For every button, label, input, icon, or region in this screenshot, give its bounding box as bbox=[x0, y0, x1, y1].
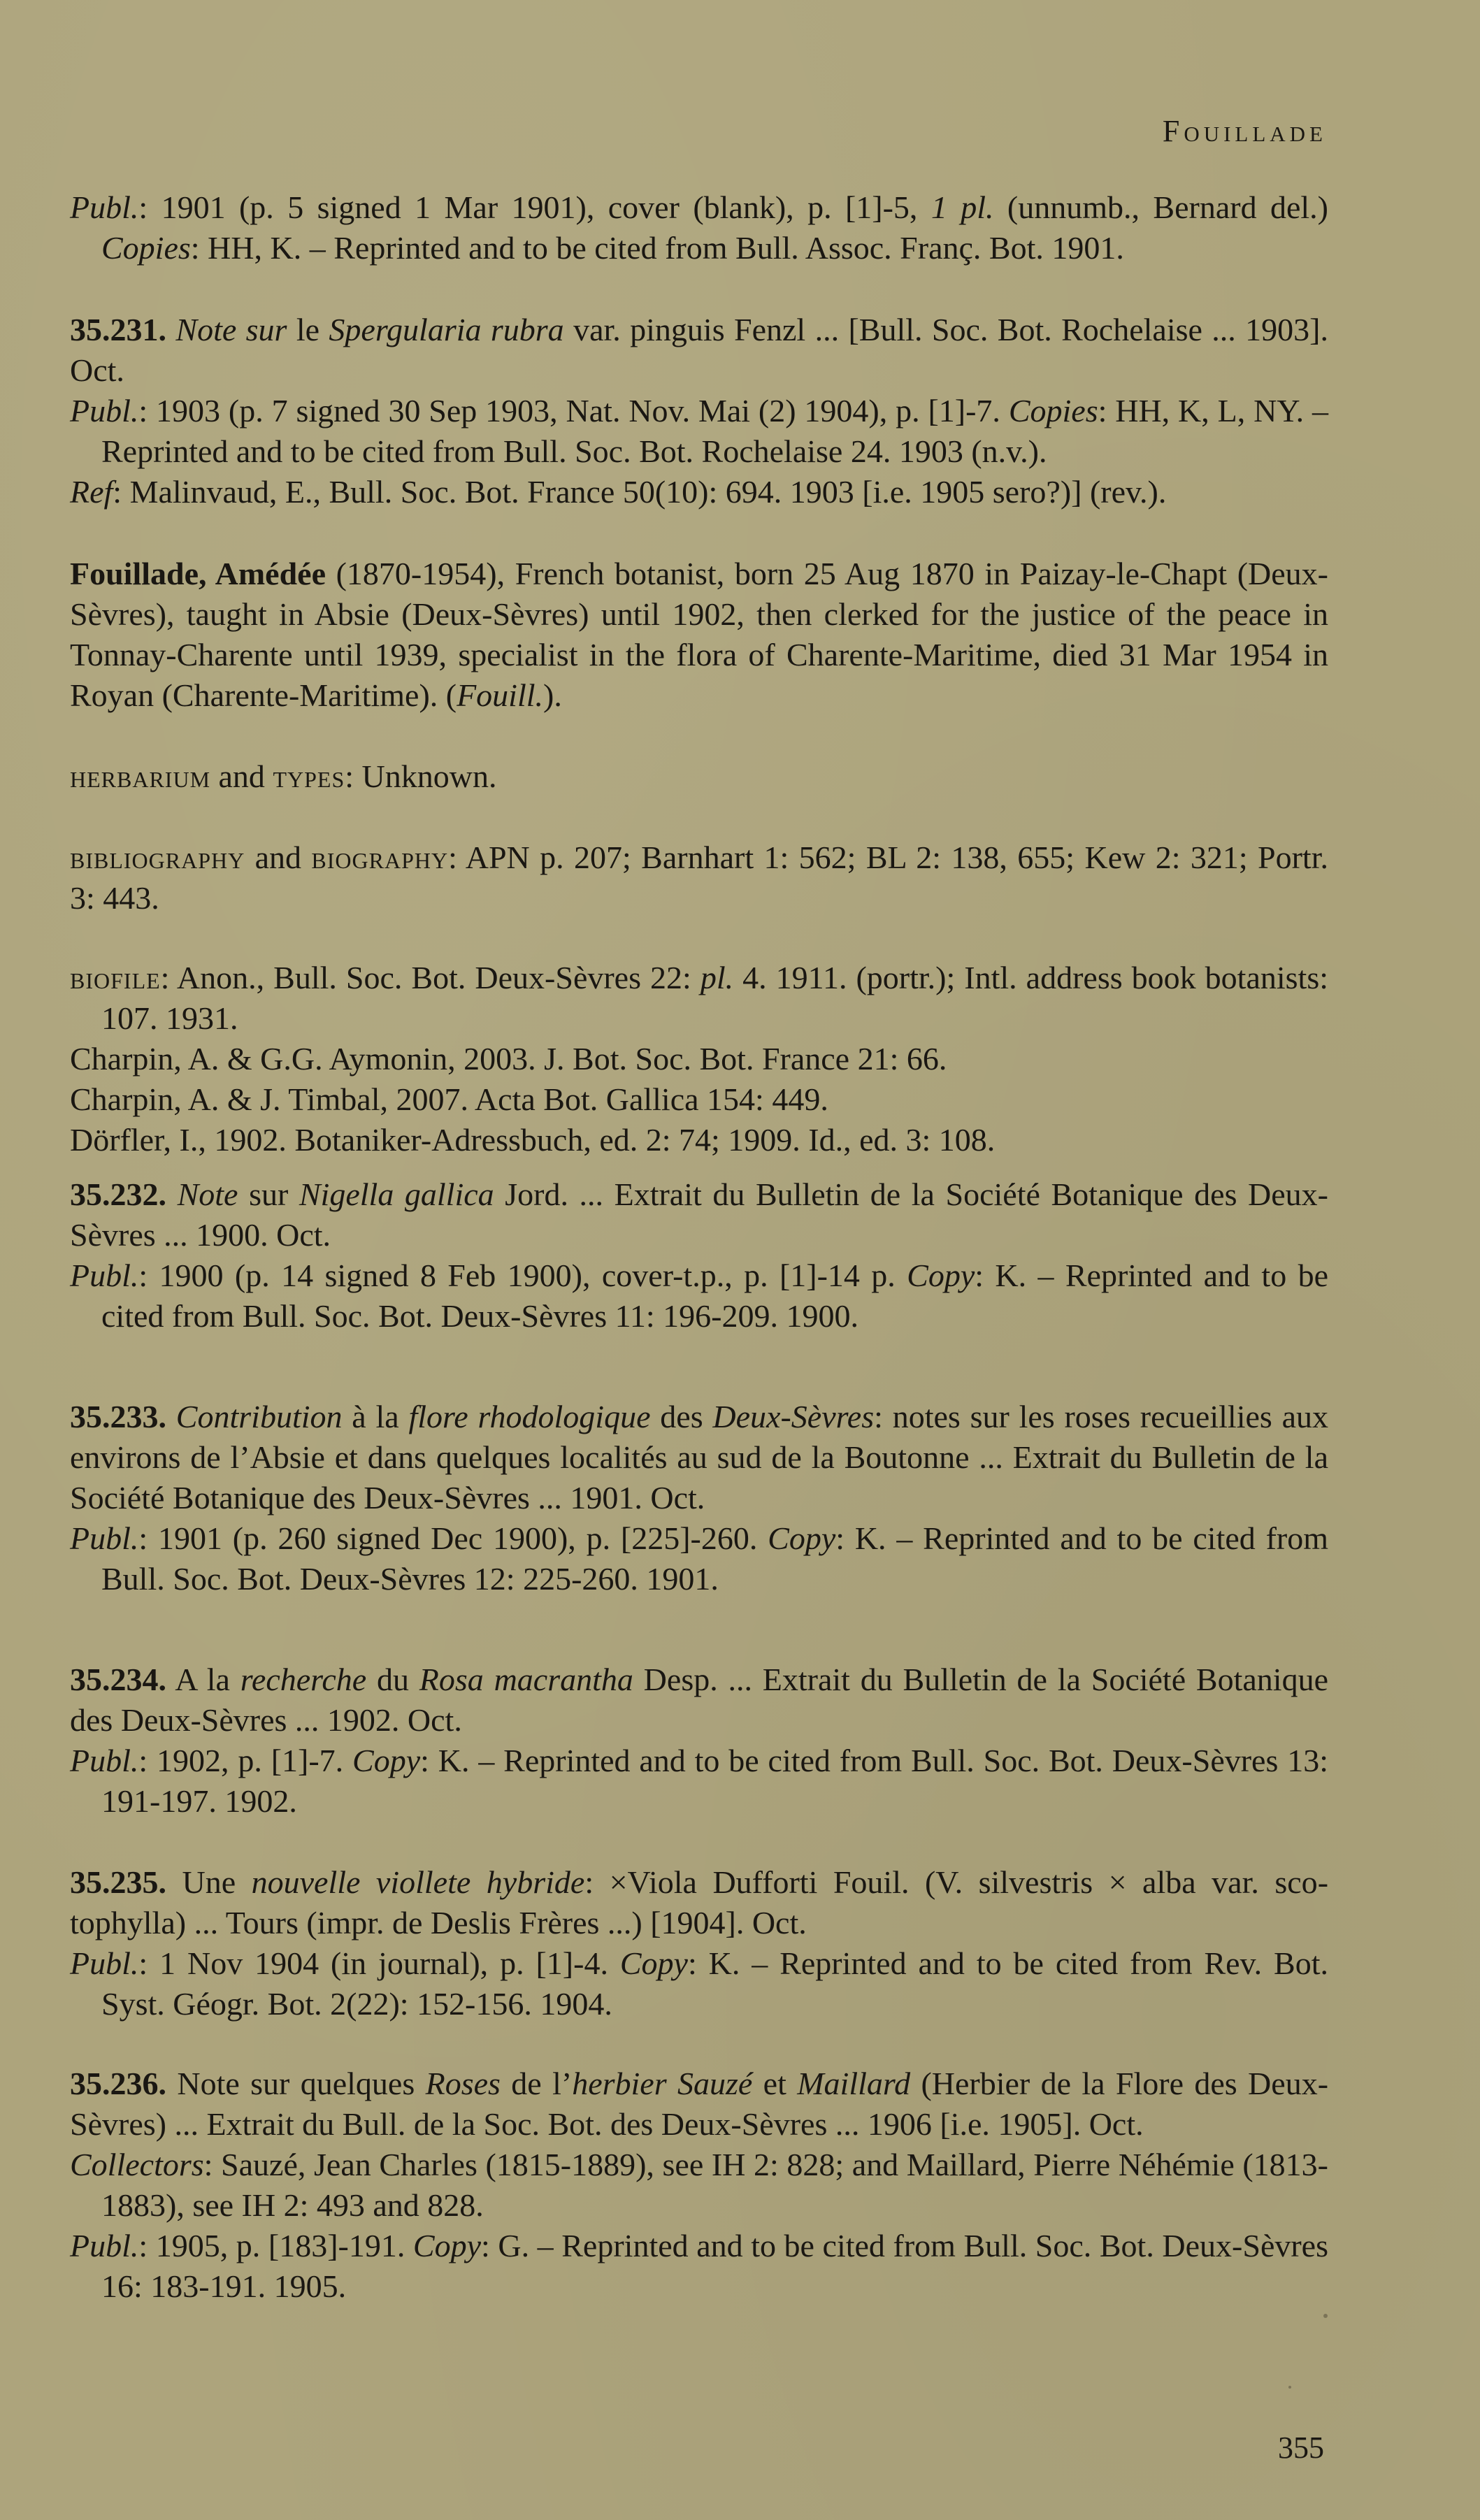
section-label: types bbox=[273, 758, 345, 794]
bibliography-line bbox=[70, 837, 1328, 919]
copy-label: Copy bbox=[412, 2228, 482, 2263]
biofile-reference: Dörfler, I., 1902. Botaniker-Adressbuch, ed. 2: 74; 1909. Id., ed. 3: 108. bbox=[70, 1122, 996, 1158]
title-italic: Spergularia rubra bbox=[329, 312, 564, 347]
publ-text: : 1901 (p. 5 signed 1 Mar 1901), cover (blank), p. [1]-5, bbox=[138, 189, 931, 225]
publ-text: : 1901 (p. 260 signed Dec 1900), p. [225]-260. bbox=[138, 1520, 768, 1556]
label-connector: and bbox=[210, 758, 273, 794]
copies-text: : HH, K. – Reprinted and to be cited from Bull. Assoc. Franç. Bot. 1901. bbox=[190, 230, 1124, 266]
title-text: : notes sur les roses recueillies aux environs de l’Absie et dans quelques localités au sud de la Boutonne ... Extrait du Bulletin de la Société Botanique des Deux-Sèvres ... 1901. Oct. bbox=[70, 1399, 1328, 1515]
title-text: à la bbox=[342, 1399, 409, 1434]
biofile-section bbox=[70, 958, 1328, 1160]
copy-label: Copy bbox=[619, 1945, 688, 1981]
title-text: Note sur quelques bbox=[166, 2066, 426, 2101]
ref-label: Ref bbox=[70, 474, 113, 510]
publ-text: : K. – Reprinted and to be cited from Bull. Soc. Bot. Deux-Sèvres 11: 196-209. 1900. bbox=[101, 1258, 1328, 1334]
section-label: biofile bbox=[70, 960, 161, 995]
copy-label: Copy bbox=[768, 1520, 836, 1556]
title-italic: recherche bbox=[240, 1662, 367, 1697]
title-text: A la bbox=[166, 1662, 240, 1697]
copies-label: Copies bbox=[1008, 393, 1098, 429]
author-biography bbox=[70, 554, 1328, 716]
publ-label: Publ. bbox=[70, 1743, 139, 1778]
biofile-line bbox=[70, 958, 1328, 1039]
title-italic: Deux-Sèvres bbox=[712, 1399, 875, 1434]
title-italic: Contribution bbox=[175, 1399, 343, 1434]
label-connector: and bbox=[245, 840, 312, 875]
entry-35-235 bbox=[70, 1862, 1328, 2024]
continuation-entry bbox=[70, 187, 1328, 268]
publ-text: : 1903 (p. 7 signed 30 Sep 1903, Nat. Nov. Mai (2) 1904), p. [1]-7. bbox=[138, 393, 1009, 429]
entry-number: 35.232. bbox=[70, 1176, 166, 1212]
title-italic: Maillard bbox=[797, 2066, 911, 2101]
herbarium-line bbox=[70, 756, 1328, 797]
entry-title bbox=[70, 310, 1328, 391]
title-text: des bbox=[650, 1399, 713, 1434]
title-italic: flore rhodologique bbox=[408, 1399, 651, 1434]
entry-35-232 bbox=[70, 1174, 1328, 1337]
title-text: et bbox=[752, 2066, 798, 2101]
title-italic: herbier Sauzé bbox=[572, 2066, 753, 2101]
plate-label: pl. bbox=[700, 960, 734, 995]
entry-number: 35.236. bbox=[70, 2066, 166, 2101]
title-text: var. pinguis Fenzl ... [Bull. Soc. Bot. Rochelaise ... 1903]. Oct. bbox=[70, 312, 1328, 388]
collectors-line bbox=[70, 2145, 1328, 2226]
bibliography-text: : APN p. 207; Barnhart 1: 562; BL 2: 138, 655; Kew 2: 321; Portr. 3: 443. bbox=[70, 840, 1328, 916]
publ-text: : 1900 (p. 14 signed 8 Feb 1900), cover-t.p., p. [1]-14 p. bbox=[138, 1258, 907, 1293]
paper-speck bbox=[1288, 2386, 1291, 2389]
biofile-text: : Anon., Bull. Soc. Bot. Deux-Sèvres 22: bbox=[160, 960, 701, 995]
entry-title bbox=[70, 1174, 1328, 1255]
publ-text: : 1902, p. [1]-7. bbox=[138, 1743, 353, 1778]
page-number: 355 bbox=[1278, 2431, 1324, 2465]
biofile-reference: Charpin, A. & G.G. Aymonin, 2003. J. Bot. Soc. Bot. France 21: 66. bbox=[70, 1041, 947, 1077]
entry-title bbox=[70, 2064, 1328, 2145]
publ-text: : K. – Reprinted and to be cited from Bull. Soc. Bot. Deux-Sèvres 13: 191-197. 1902. bbox=[101, 1743, 1328, 1819]
section-label: bibliography bbox=[70, 840, 245, 875]
section-label: biography bbox=[311, 840, 449, 875]
publication-line bbox=[70, 1518, 1328, 1599]
title-text: : ×Viola Dufforti Fouil. (V. silvestris × alba var. scotophylla) ... Tours (impr. de Deslis Frères ...) [1904]. Oct. bbox=[70, 1864, 1329, 1941]
bio-paragraph bbox=[70, 554, 1328, 716]
publ-label: Publ. bbox=[70, 1945, 139, 1981]
publication-line bbox=[70, 1741, 1328, 1822]
author-name: Fouillade, Amédée bbox=[70, 556, 326, 591]
entry-number: 35.234. bbox=[70, 1662, 166, 1697]
publ-text: : HH, K, L, NY. – Reprinted and to be cited from Bull. Soc. Bot. Rochelaise 24. 1903 (n.v.). bbox=[101, 393, 1328, 469]
publ-label: Publ. bbox=[70, 393, 139, 429]
paper-speck bbox=[1323, 2314, 1328, 2318]
herbarium-section bbox=[70, 756, 1328, 797]
collectors-label: Collectors bbox=[70, 2147, 204, 2182]
ref-text: : Malinvaud, E., Bull. Soc. Bot. France 50(10): 694. 1903 [i.e. 1905 sero?)] (rev.). bbox=[113, 474, 1167, 510]
publication-line bbox=[70, 2226, 1328, 2307]
entry-35-231 bbox=[70, 310, 1328, 512]
title-text: Desp. ... Extrait du Bulletin de la Société Botanique des Deux-Sèvres ... 1902. Oct. bbox=[70, 1662, 1328, 1738]
bio-text: ). bbox=[543, 677, 562, 713]
entry-title bbox=[70, 1862, 1328, 1943]
section-label: herbarium bbox=[70, 758, 211, 794]
entry-number: 35.235. bbox=[70, 1864, 166, 1900]
reference-line bbox=[70, 472, 1328, 512]
title-text: Jord. ... Extrait du Bulletin de la Société Botanique des Deux-Sèvres ... 1900. Oct. bbox=[70, 1176, 1328, 1253]
entry-number: 35.231. bbox=[70, 312, 166, 347]
entry-35-233 bbox=[70, 1397, 1328, 1599]
bio-text: (1870-1954), French botanist, born 25 Aug 1870 in Paizay-le-Chapt (Deux-Sèvres), taught in Absie (Deux-Sèvres) until 1902, then clerked for the justice of the peace in Tonnay-Charente until 1939, specialist in the flora of Charente-Maritime, died 31 Mar 1954 in Royan (Charente-Maritime). ( bbox=[70, 556, 1328, 713]
publ-label: Publ. bbox=[70, 1258, 139, 1293]
title-italic: Rosa macrantha bbox=[419, 1662, 633, 1697]
publ-label: Publ. bbox=[70, 2228, 139, 2263]
title-text: du bbox=[366, 1662, 419, 1697]
publ-label: Publ. bbox=[70, 1520, 139, 1556]
entry-title bbox=[70, 1397, 1328, 1518]
publ-label: Publ. bbox=[70, 189, 139, 225]
title-text: de l’ bbox=[500, 2066, 573, 2101]
biofile-reference: Charpin, A. & J. Timbal, 2007. Acta Bot. Gallica 154: 449. bbox=[70, 1081, 828, 1117]
publication-line bbox=[70, 1943, 1328, 2024]
title-italic: Note sur bbox=[175, 312, 287, 347]
biofile-text: 4. 1911. (portr.); Intl. address book botanists: 107. 1931. bbox=[101, 960, 1328, 1036]
title-italic: Note bbox=[177, 1176, 238, 1212]
collectors-text: : Sauzé, Jean Charles (1815-1889), see IH 2: 828; and Maillard, Pierre Néhémie (1813-1883), see IH 2: 493 and 828. bbox=[101, 2147, 1328, 2223]
title-text: le bbox=[287, 312, 329, 347]
entry-title bbox=[70, 1659, 1328, 1741]
publ-text: : K. – Reprinted and to be cited from Rev. Bot. Syst. Géogr. Bot. 2(22): 152-156. 1904. bbox=[101, 1945, 1328, 2022]
author-abbreviation: Fouill. bbox=[457, 677, 544, 713]
herbarium-text: : Unknown. bbox=[345, 758, 497, 794]
copy-label: Copy bbox=[352, 1743, 421, 1778]
title-text: (Herbier de la Flore des Deux-Sèvres) ... Extrait du Bull. de la Soc. Bot. des Deux-Sèvres ... 1906 [i.e. 1905]. Oct. bbox=[70, 2066, 1329, 2142]
plate-label: 1 pl. bbox=[931, 189, 994, 225]
publ-text: : G. – Reprinted and to be cited from Bull. Soc. Bot. Deux-Sèvres 16: 183-191. 1905. bbox=[101, 2228, 1328, 2304]
title-text: Une bbox=[166, 1864, 252, 1900]
title-italic: Nigella gallica bbox=[299, 1176, 494, 1212]
publication-line bbox=[70, 187, 1328, 268]
entry-35-236 bbox=[70, 2064, 1328, 2307]
publ-text: : 1 Nov 1904 (in journal), p. [1]-4. bbox=[138, 1945, 620, 1981]
bibliography-section bbox=[70, 837, 1328, 919]
entry-number: 35.233. bbox=[70, 1399, 166, 1434]
publ-text: : 1905, p. [183]-191. bbox=[138, 2228, 413, 2263]
title-italic: Roses bbox=[425, 2066, 501, 2101]
running-head: Fouillade bbox=[1162, 114, 1327, 148]
publication-line bbox=[70, 1255, 1328, 1337]
title-text: sur bbox=[238, 1176, 299, 1212]
entry-35-234 bbox=[70, 1659, 1328, 1822]
copy-label: Copy bbox=[907, 1258, 975, 1293]
publ-text: (unnumb., Bernard del.) bbox=[993, 189, 1328, 225]
publication-line bbox=[70, 391, 1328, 472]
title-italic: nouvelle viollete hybride bbox=[251, 1864, 585, 1900]
copies-label: Copies bbox=[101, 230, 191, 266]
publ-text: : K. – Reprinted and to be cited from Bull. Soc. Bot. Deux-Sèvres 12: 225-260. 1901. bbox=[101, 1520, 1328, 1597]
